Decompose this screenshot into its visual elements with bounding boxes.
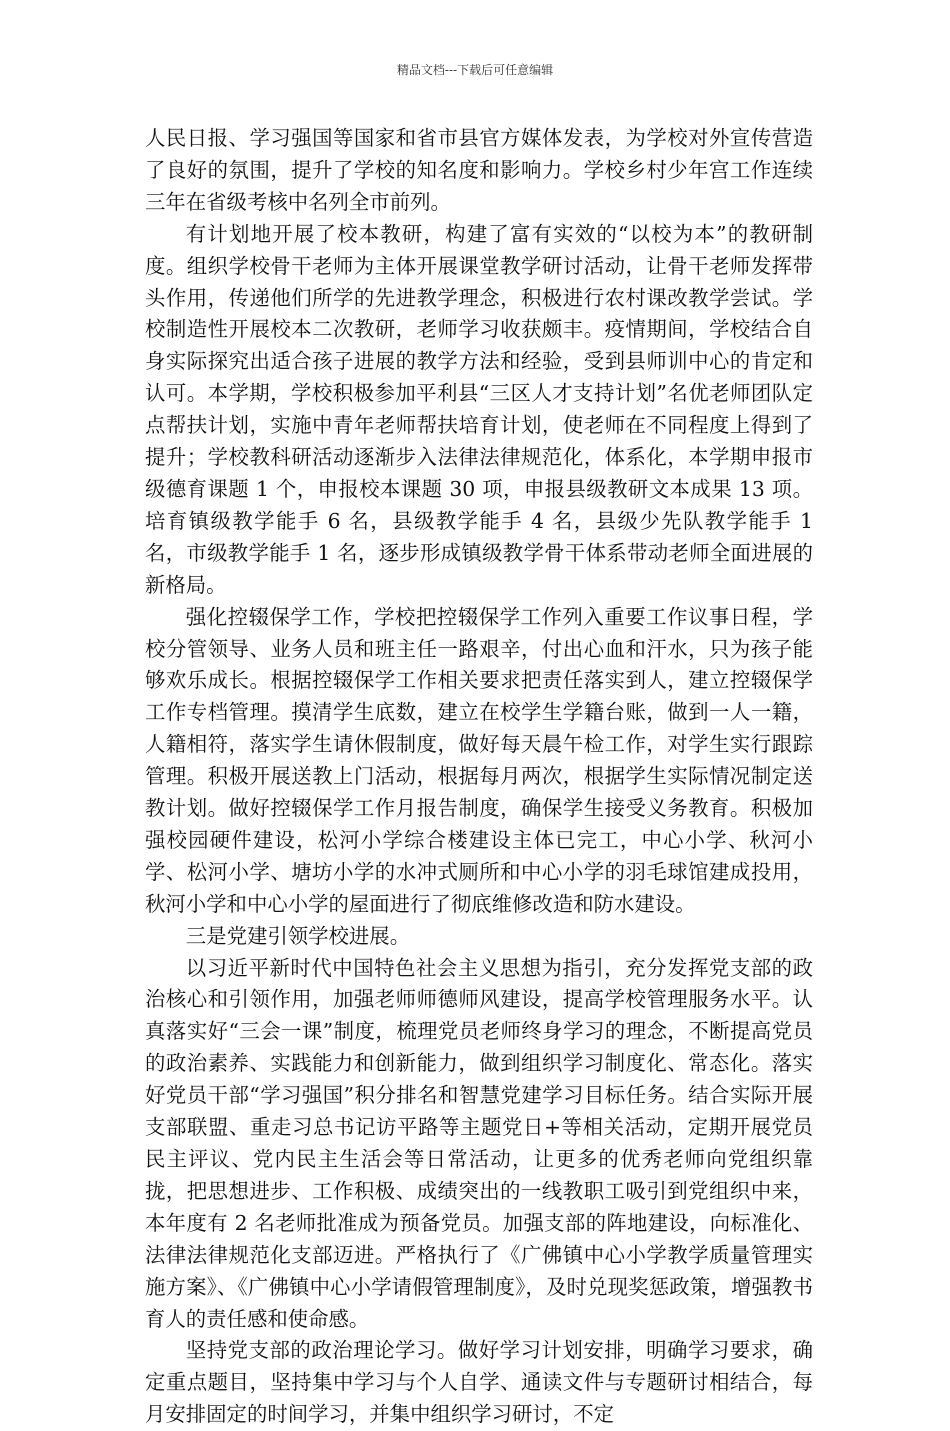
paragraph-theory-study: 坚持党支部的政治理论学习。做好学习计划安排，明确学习要求，确定重点题目，坚持集中学习与个人自学、通读文件与专题研讨相结合，每月安排固定的时间学习，并集中组织学习研讨，不定	[145, 1338, 813, 1427]
paragraph-party-building: 以习近平新时代中国特色社会主义思想为指引，充分发挥党支部的政治核心和引领作用，加强老师师德师风建设，提高学校管理服务水平。认真落实好“三会一课”制度，梳理党员老师终身学习的理念，不断提高党员的政治素养、实践能力和创新能力，做到组织学习制度化、常态化。落实好党员干部“学习强国”积分排名和智慧党建学习目标任务。结合实际开展支部联盟、重走习总书记访平路等主题党日+等相关活动，定期开展党员民主评议、党内民主生活会等日常活动，让更多的优秀老师向党组织靠拢，把思想进步、工作积极、成绩突出的一线教职工吸引到党组织中来，本年度有 2 名老师批准成为预备党员。加强支部的阵地建设，向标准化、法律法律规范化支部迈进。严格执行了《广佛镇中心小学教学质量管理实施方案》、《广佛镇中心小学请假管理制度》，及时兑现奖惩政策，增强教书育人的责任感和使命感。	[145, 955, 813, 1331]
paragraph-dropout-control: 强化控辍保学工作，学校把控辍保学工作列入重要工作议事日程，学校分管领导、业务人员和班主任一路艰辛，付出心血和汗水，只为孩子能够欢乐成长。根据控辍保学工作相关要求把责任落实到人，建立控辍保学工作专档管理。摸清学生底数，建立在校学生学籍台账，做到一人一籍，人籍相符，落实学生请休假制度，做好每天晨午检工作，对学生实行跟踪管理。积极开展送教上门活动，根据每月两次，根据学生实际情况制定送教计划。做好控辍保学工作月报告制度，确保学生接受义务教育。积极加强校园硬件建设，松河小学综合楼建设主体已完工，中心小学、秋河小学、松河小学、塘坊小学的水冲式厕所和中心小学的羽毛球馆建成投用，秋河小学和中心小学的屋面进行了彻底维修改造和防水建设。	[145, 604, 813, 916]
paragraph-party-heading: 三是党建引领学校进展。	[185, 923, 411, 948]
page-header: 精品文档---下载后可任意编辑	[396, 63, 554, 77]
paragraph-school-research: 有计划地开展了校本教研，构建了富有实效的“以校为本”的教研制度。组织学校骨干老师为主体开展课堂教学研讨活动，让骨干老师发挥带头作用，传递他们所学的先进教学理念，积极进行农村课改教学尝试。学校制造性开展校本二次教研，老师学习收获颇丰。疫情期间，学校结合自身实际探究出适合孩子进展的教学方法和经验，受到县师训中心的肯定和认可。本学期，学校积极参加平利县“三区人才支持计划”名优老师团队定点帮扶计划，实施中青年老师帮扶培育计划，使老师在不同程度上得到了提升；学校教科研活动逐渐步入法律法律规范化，体系化，本学期申报市级德育课题 1 个，申报校本课题 30 项，申报县级教研文本成果 13 项。培育镇级教学能手 6 名，县级教学能手 4 名，县级少先队教学能手 1 名，市级教学能手 1 名，逐步形成镇级教学骨干体系带动老师全面进展的新格局。	[145, 221, 813, 597]
document-body	[145, 123, 813, 1431]
paragraph-media-publicity: 人民日报、学习强国等国家和省市县官方媒体发表，为学校对外宣传营造了良好的氛围，提升了学校的知名度和影响力。学校乡村少年宫工作连续三年在省级考核中名列全市前列。	[145, 126, 813, 214]
